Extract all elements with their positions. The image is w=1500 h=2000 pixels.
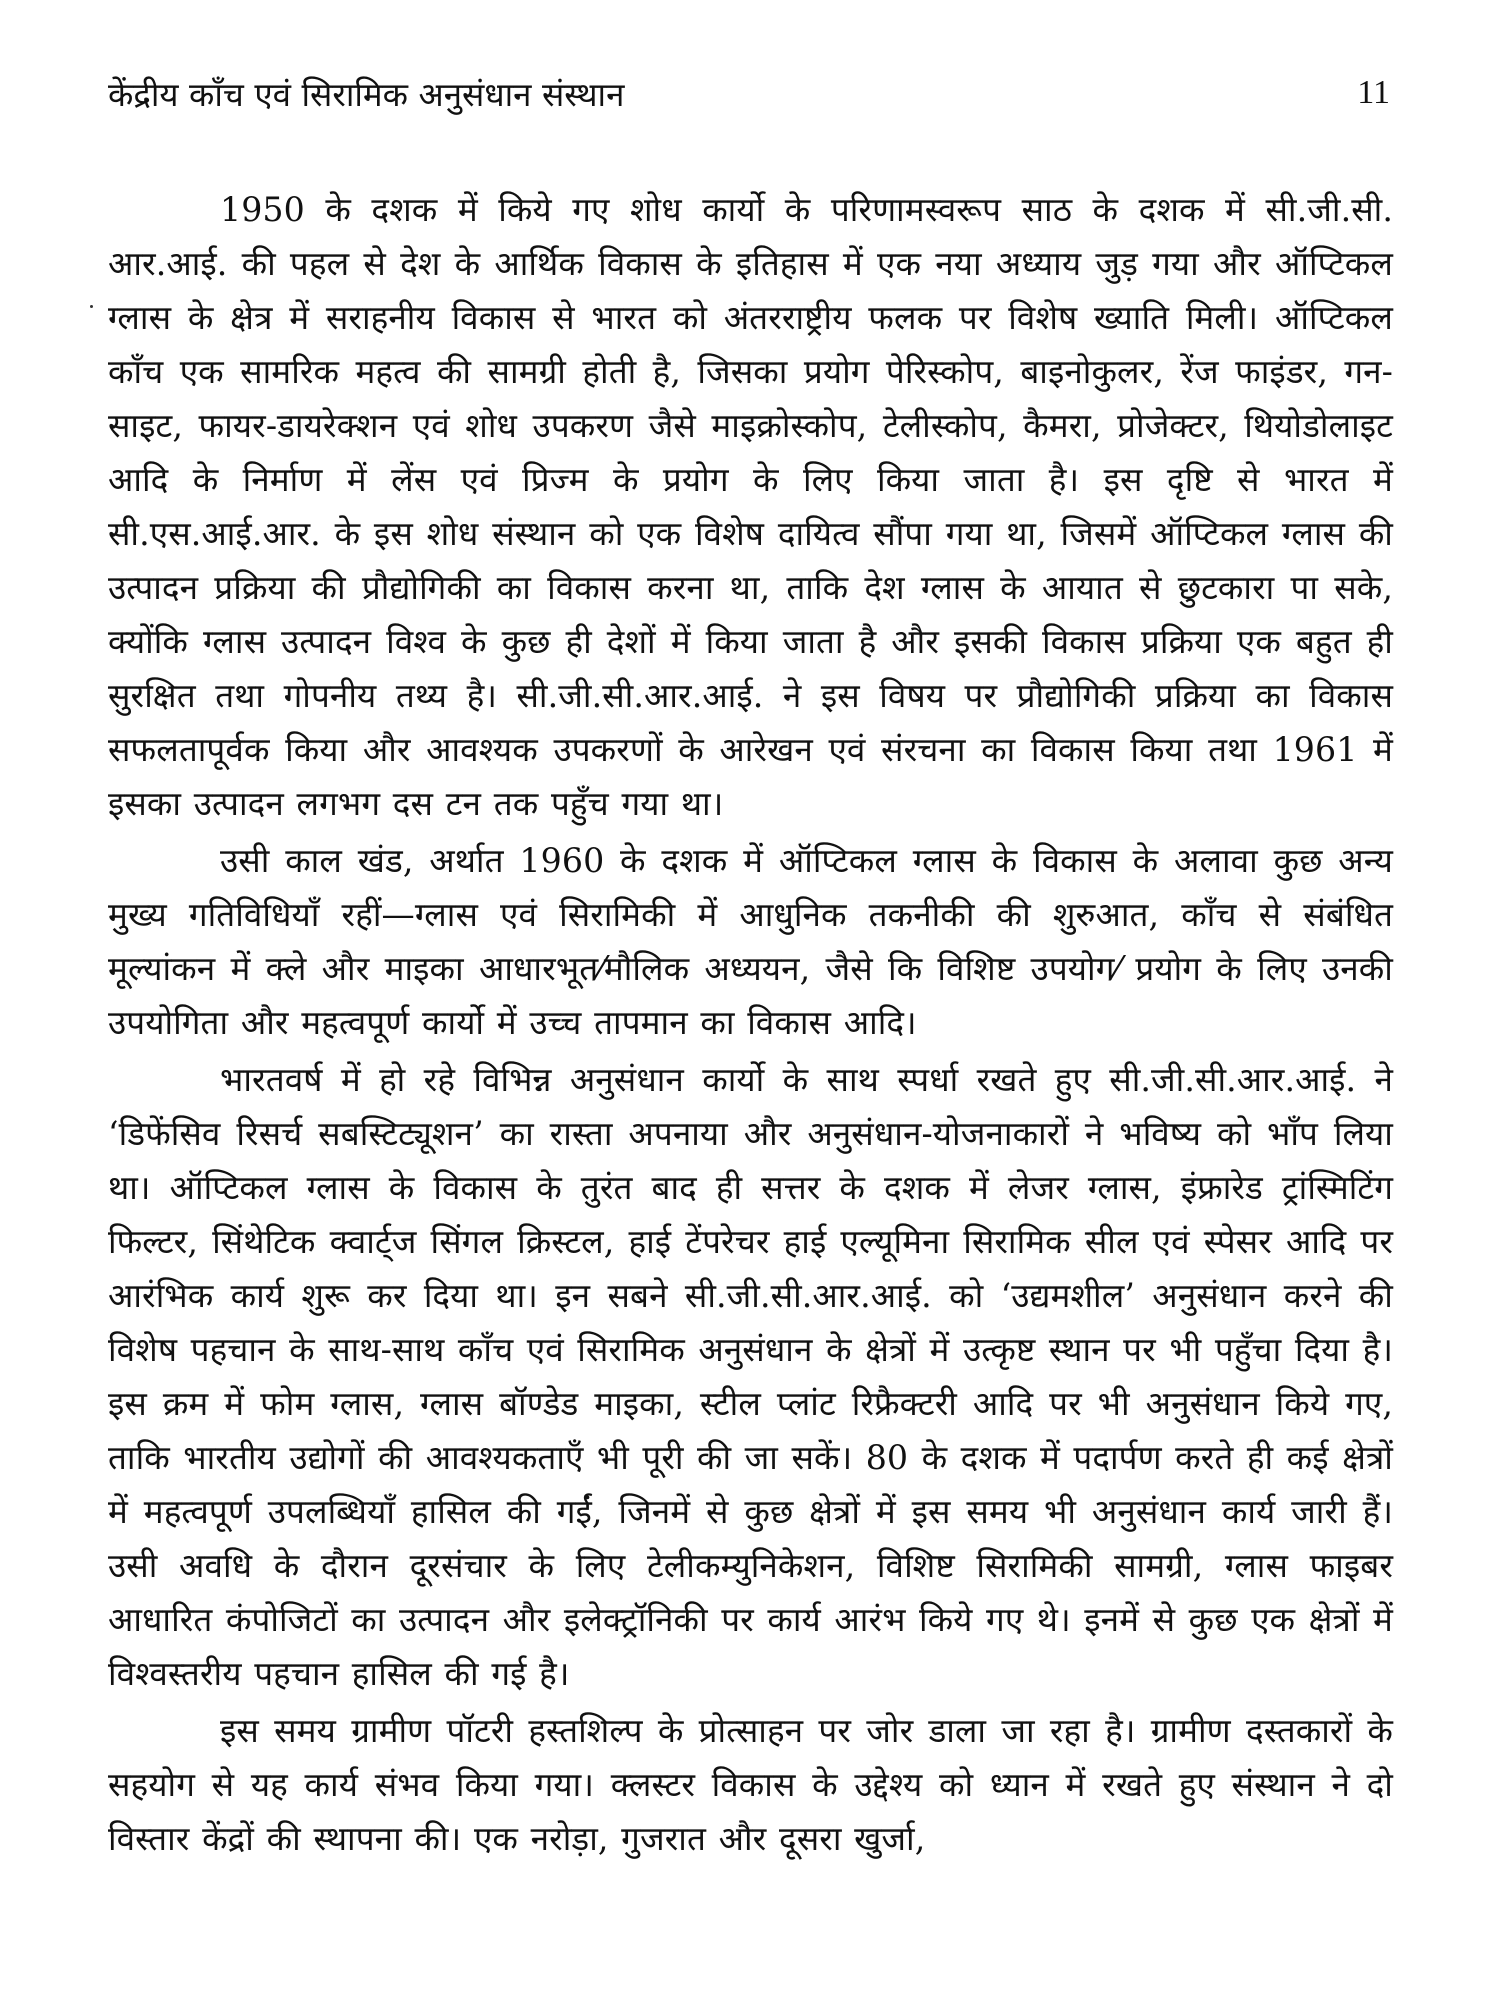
paragraph-rural-pottery: इस समय ग्रामीण पॉटरी हस्तशिल्प के प्रोत्साहन पर जोर डाला जा रहा है। ग्रामीण दस्तकारों के सहयोग से यह कार्य संभव किया गया। क्लस्टर विकास के उद्देश्य को ध्यान में रखते हुए संस्थान ने दो विस्तार केंद्रों की स्थापना की। एक नरोड़ा, गुजरात और दूसरा खुर्जा, xyxy=(108,1711,1393,1858)
paragraph-optical-glass-history: 1950 के दशक में किये गए शोध कार्यो के परिणामस्वरूप साठ के दशक में सी.जी.सी. आर.आई. की पहल से देश के आर्थिक विकास के इतिहास में एक नया अध्याय जुड़ गया और ऑप्टिकल ग्लास के क्षेत्र में सराहनीय विकास से भारत को अंतरराष्ट्रीय फलक पर विशेष ख्याति मिली। ऑप्टिकल काँच एक सामरिक महत्व की सामग्री होती है, जिसका प्रयोग पेरिस्कोप, बाइनोकुलर, रेंज फाइंडर, गन-साइट, फायर-डायरेक्शन एवं शोध उपकरण जैसे माइक्रोस्कोप, टेलीस्कोप, कैमरा, प्रोजेक्टर, थियोडोलाइट आदि के निर्माण में लेंस एवं प्रिज्म के प्रयोग के लिए किया जाता है। इस दृष्टि से भारत में सी.एस.आई.आर. के इस शोध संस्थान को एक विशेष दायित्व सौंपा गया था, जिसमें ऑप्टिकल ग्लास की उत्पादन प्रक्रिया की प्रौद्योगिकी का विकास करना था, ताकि देश ग्लास के आयात से छुटकारा पा सके, क्योंकि ग्लास उत्पादन विश्व के कुछ ही देशों में किया जाता है और इसकी विकास प्रक्रिया एक बहुत ही सुरक्षित तथा गोपनीय तथ्य है। सी.जी.सी.आर.आई. ने इस विषय पर प्रौद्योगिकी प्रक्रिया का विकास सफलतापूर्वक किया और आवश्यक उपकरणों के आरेखन एवं संरचना का विकास किया तथा 1961 में इसका उत्पादन लगभग दस टन तक पहुँच गया था। xyxy=(108,190,1393,823)
page-number: 11 xyxy=(1357,74,1390,111)
scan-speck xyxy=(90,305,93,308)
body-text xyxy=(108,183,1393,1869)
paragraph-defensive-research: भारतवर्ष में हो रहे विभिन्न अनुसंधान कार्यो के साथ स्पर्धा रखते हुए सी.जी.सी.आर.आई. ने ‘डिफेंसिव रिसर्च सबस्टिट्यूशन’ का रास्ता अपनाया और अनुसंधान-योजनाकारों ने भविष्य को भाँप लिया था। ऑप्टिकल ग्लास के विकास के तुरंत बाद ही सत्तर के दशक में लेजर ग्लास, इंफ्रारेड ट्रांस्मिटिंग फिल्टर, सिंथेटिक क्वार्ट्ज सिंगल क्रिस्टल, हाई टेंपरेचर हाई एल्यूमिना सिरामिक सील एवं स्पेसर आदि पर आरंभिक कार्य शुरू कर दिया था। इन सबने सी.जी.सी.आर.आई. को ‘उद्यमशील’ अनुसंधान करने की विशेष पहचान के साथ-साथ काँच एवं सिरामिक अनुसंधान के क्षेत्रों में उत्कृष्ट स्थान पर भी पहुँचा दिया है। इस क्रम में फोम ग्लास, ग्लास बॉण्डेड माइका, स्टील प्लांट रिफ्रैक्टरी आदि पर भी अनुसंधान किये गए, ताकि भारतीय उद्योगों की आवश्यकताएँ भी पूरी की जा सकें। 80 के दशक में पदार्पण करते ही कई क्षेत्रों में महत्वपूर्ण उपलब्धियाँ हासिल की गईं, जिनमें से कुछ क्षेत्रों में इस समय भी अनुसंधान कार्य जारी हैं। उसी अवधि के दौरान दूरसंचार के लिए टेलीकम्युनिकेशन, विशिष्ट सिरामिकी सामग्री, ग्लास फाइबर आधारित कंपोजिटों का उत्पादन और इलेक्ट्रॉनिकी पर कार्य आरंभ किये गए थे। इनमें से कुछ एक क्षेत्रों में विश्वस्तरीय पहचान हासिल की गई है। xyxy=(108,1060,1393,1693)
running-header-title: केंद्रीय काँच एवं सिरामिक अनुसंधान संस्थान xyxy=(108,74,625,114)
paragraph-1960s-activities: उसी काल खंड, अर्थात 1960 के दशक में ऑप्टिकल ग्लास के विकास के अलावा कुछ अन्य मुख्य गतिविधियाँ रहीं—ग्लास एवं सिरामिकी में आधुनिक तकनीकी की शुरुआत, काँच से संबंधित मूल्यांकन में क्ले और माइका आधारभूत⁄मौलिक अध्ययन, जैसे कि विशिष्ट उपयोग⁄ प्रयोग के लिए उनकी उपयोगिता और महत्वपूर्ण कार्यो में उच्च तापमान का विकास आदि। xyxy=(108,841,1393,1042)
running-header xyxy=(108,68,1390,118)
